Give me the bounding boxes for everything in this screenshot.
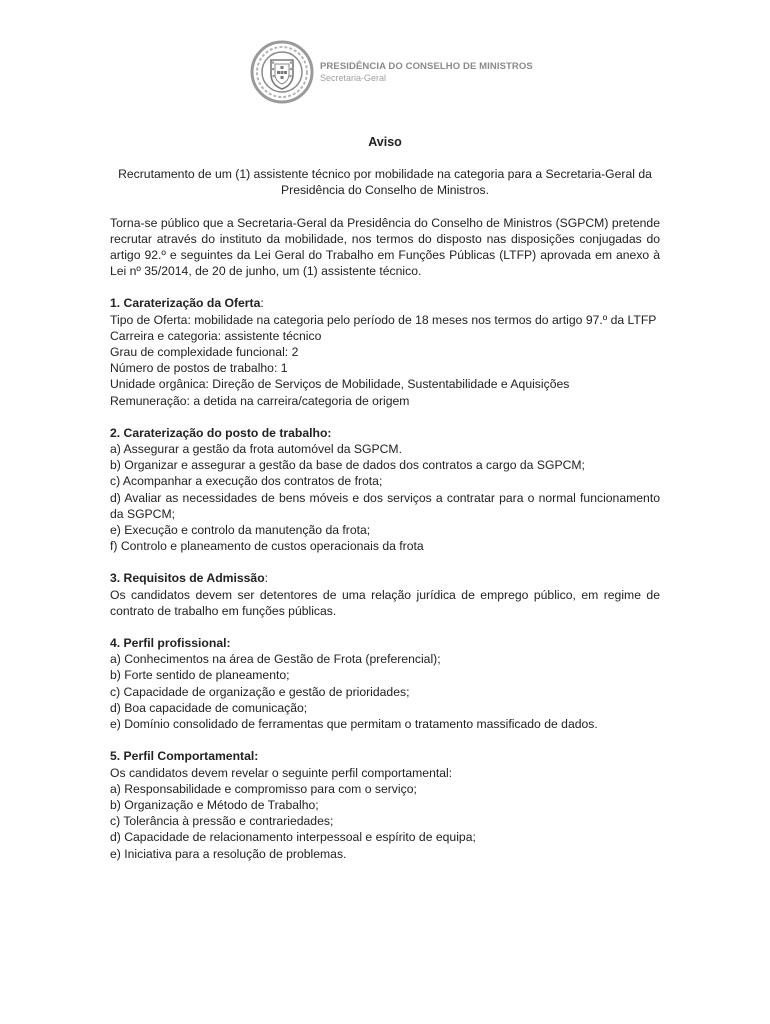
section-heading-text: 2. Caraterização do posto de trabalho: [110,425,332,440]
section-heading [110,425,660,441]
section-line: b) Organizar e assegurar a gestão da base de dados dos contratos a cargo da SGPCM; [110,458,585,473]
section-line: Os candidatos devem revelar o seguinte perfil comportamental: [110,765,453,780]
section-heading [110,570,660,586]
section-line: d) Boa capacidade de comunicação; [110,700,308,715]
section-line: a) Assegurar a gestão da frota automóvel da SGPCM. [110,442,402,457]
section-heading-text: 5. Perfil Comportamental: [110,749,259,764]
section-heading-text: 1. Caraterização da Oferta [110,296,261,311]
section-line: e) Domínio consolidado de ferramentas que permitam o tratamento massificado de dados. [110,717,598,732]
coat-of-arms-icon [250,40,314,104]
section-heading-text: 3. Requisitos de Admissão [110,571,265,586]
section-heading-suffix: : [264,571,269,586]
section-offer [110,295,660,408]
section-line: b) Organização e Método de Trabalho; [110,797,319,812]
organization-subunit: Secretaria-Geral [320,72,387,83]
section-line: Tipo de Oferta: mobilidade na categoria pelo período de 18 meses nos termos do artigo 97.º da LTFP [110,312,657,327]
section-line: e) Iniciativa para a resolução de problemas. [110,846,347,861]
section-heading [110,748,660,764]
section-line: c) Acompanhar a execução dos contratos de frota; [110,474,383,489]
notice-document [110,134,660,862]
section-line: Número de postos de trabalho: 1 [110,361,288,376]
section-heading [110,635,660,651]
section-line: c) Tolerância à pressão e contrariedades; [110,814,334,829]
section-line: Unidade orgânica: Direção de Serviços de Mobilidade, Sustentabilidade e Aquisições [110,377,570,392]
section-line: Carreira e categoria: assistente técnico [110,328,322,343]
notice-title: Aviso [368,135,402,149]
organization-name-block [320,61,533,84]
section-heading [110,295,660,311]
section-line: Remuneração: a detida na carreira/categoria de origem [110,393,410,408]
section-line: f) Controlo e planeamento de custos operacionais da frota [110,539,424,554]
notice-intro: Torna-se público que a Secretaria-Geral da Presidência do Conselho de Ministros (SGPCM) pretende recrutar através do instituto da mobilidade, nos termos do disposto nas disposições conjugadas do artigo 92.º e seguintes da Lei Geral do Trabalho em Funções Públicas (LTFP) aprovada em anexo à Lei nº 35/2014, de 20 de junho, um (1) assistente técnico. [110,215,660,279]
section-behavioral-profile [110,748,660,861]
section-line: d) Avaliar as necessidades de bens móveis e dos serviços a contratar para o normal funcionamento da SGPCM; [110,490,660,521]
section-line: Grau de complexidade funcional: 2 [110,345,299,360]
section-line: a) Responsabilidade e compromisso para com o serviço; [110,781,417,796]
section-line: e) Execução e controlo da manutenção da frota; [110,523,371,538]
section-job [110,425,660,555]
section-requirements [110,570,660,619]
organization-name: PRESIDÊNCIA DO CONSELHO DE MINISTROS [320,60,533,72]
section-line: b) Forte sentido de planeamento; [110,668,290,683]
section-heading-text: 4. Perfil profissional: [110,636,231,651]
section-professional-profile [110,635,660,732]
section-line: c) Capacidade de organização e gestão de prioridades; [110,684,410,699]
letterhead [250,40,533,104]
section-line: a) Conhecimentos na área de Gestão de Frota (preferencial); [110,652,441,667]
section-line: d) Capacidade de relacionamento interpessoal e espírito de equipa; [110,830,476,845]
section-line: Os candidatos devem ser detentores de uma relação jurídica de emprego público, em regime de contrato de trabalho em funções públicas. [110,587,660,618]
section-heading-suffix: : [260,296,264,311]
notice-subtitle: Recrutamento de um (1) assistente técnico por mobilidade na categoria para a Secretaria-Geral da Presidência do Conselho de Ministros. [118,167,652,198]
